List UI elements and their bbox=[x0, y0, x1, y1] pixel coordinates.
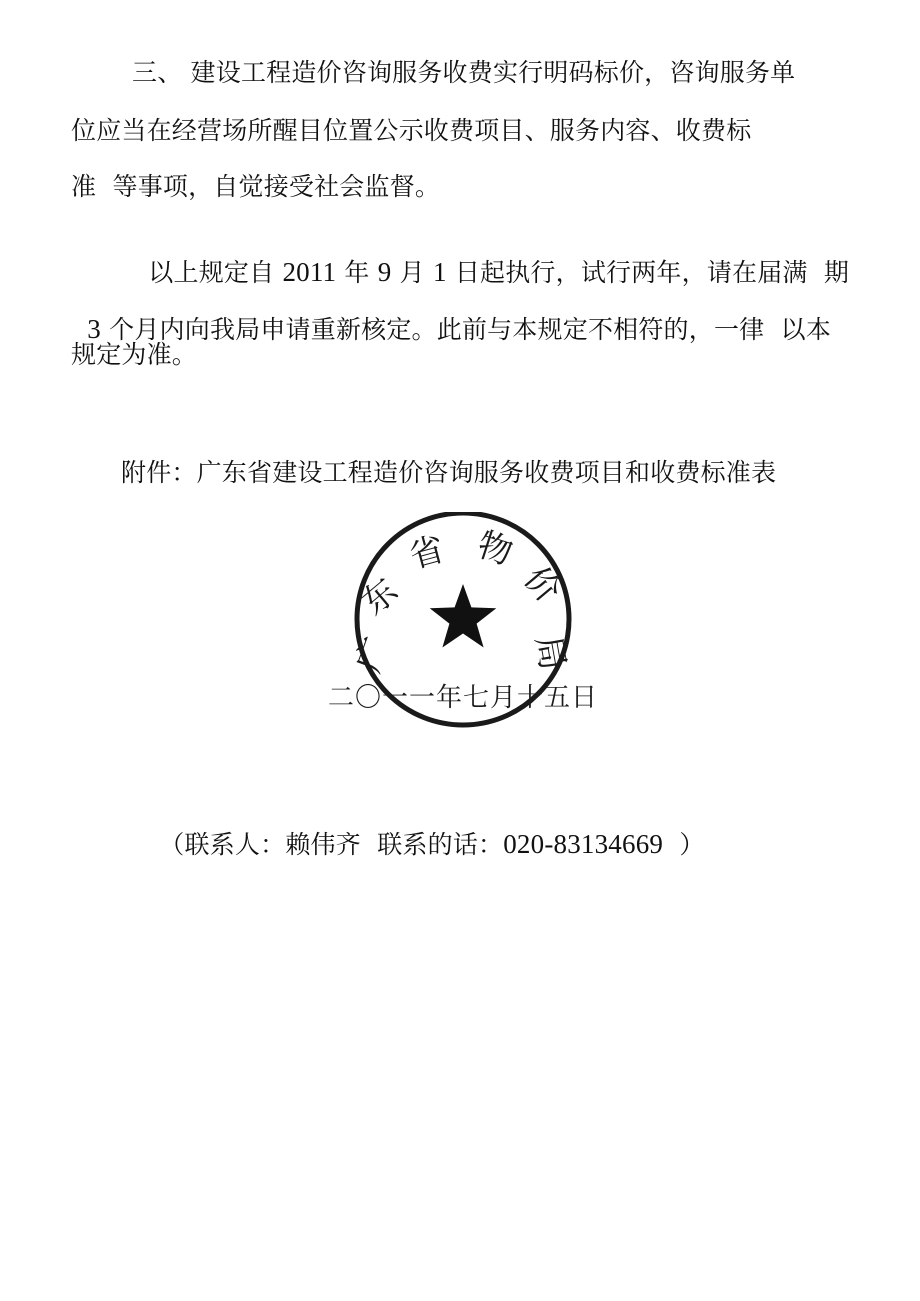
seal-star-icon bbox=[430, 584, 497, 648]
contact-phone: 020-83134669 bbox=[503, 829, 664, 859]
contact-person: 赖伟齐 bbox=[285, 830, 361, 859]
effective-line-1 bbox=[132, 227, 849, 288]
effective-text-b: 年 bbox=[336, 258, 378, 287]
seal-char-wu: 物 bbox=[472, 524, 518, 574]
effective-year: 2011 bbox=[282, 257, 337, 287]
contact-open-paren: （ bbox=[159, 830, 185, 859]
seal-char-jia: 价 bbox=[515, 559, 569, 611]
effective-month: 9 bbox=[377, 257, 392, 287]
seal-char-ju: 局 bbox=[527, 632, 573, 674]
paragraph-3-line-2: 位应当在经营场所醒目位置公示收费项目、服务内容、收费标 bbox=[71, 116, 752, 145]
contact-close-paren: ） bbox=[663, 830, 705, 859]
paragraph-3-line-3: 准 等事项，自觉接受社会监督。 bbox=[71, 172, 441, 201]
contact-line bbox=[143, 799, 705, 860]
contact-phone-label: 联系的话： bbox=[360, 830, 504, 859]
contact-person-label: 联系人： bbox=[184, 830, 286, 859]
seal-char-guang: 广 bbox=[348, 632, 398, 678]
effective-months-number: 3 bbox=[87, 314, 101, 344]
attachment-line: 附件：广东省建设工程造价咨询服务收费项目和收费标准表 bbox=[121, 458, 777, 487]
official-seal bbox=[326, 512, 600, 736]
effective-line-2 bbox=[71, 284, 831, 345]
effective-line-3: 规定为准。 bbox=[71, 340, 198, 369]
paragraph-3-line-1: 三、 建设工程造价咨询服务收费实行明码标价，咨询服务单 bbox=[132, 58, 796, 87]
seal-date: 二〇一一年七月十五日 bbox=[327, 683, 598, 713]
seal-char-sheng: 省 bbox=[405, 529, 449, 577]
effective-text-a: 以上规定自 bbox=[148, 258, 283, 287]
effective-line-2-text: 个月内向我局申请重新核定。此前与本规定不相符的，一律 以本 bbox=[101, 315, 832, 344]
seal-char-dong: 东 bbox=[354, 570, 406, 624]
effective-text-d: 日起执行，试行两年，请在届满 期 bbox=[446, 258, 850, 287]
effective-text-c: 月 bbox=[391, 258, 433, 287]
effective-day: 1 bbox=[432, 257, 447, 287]
